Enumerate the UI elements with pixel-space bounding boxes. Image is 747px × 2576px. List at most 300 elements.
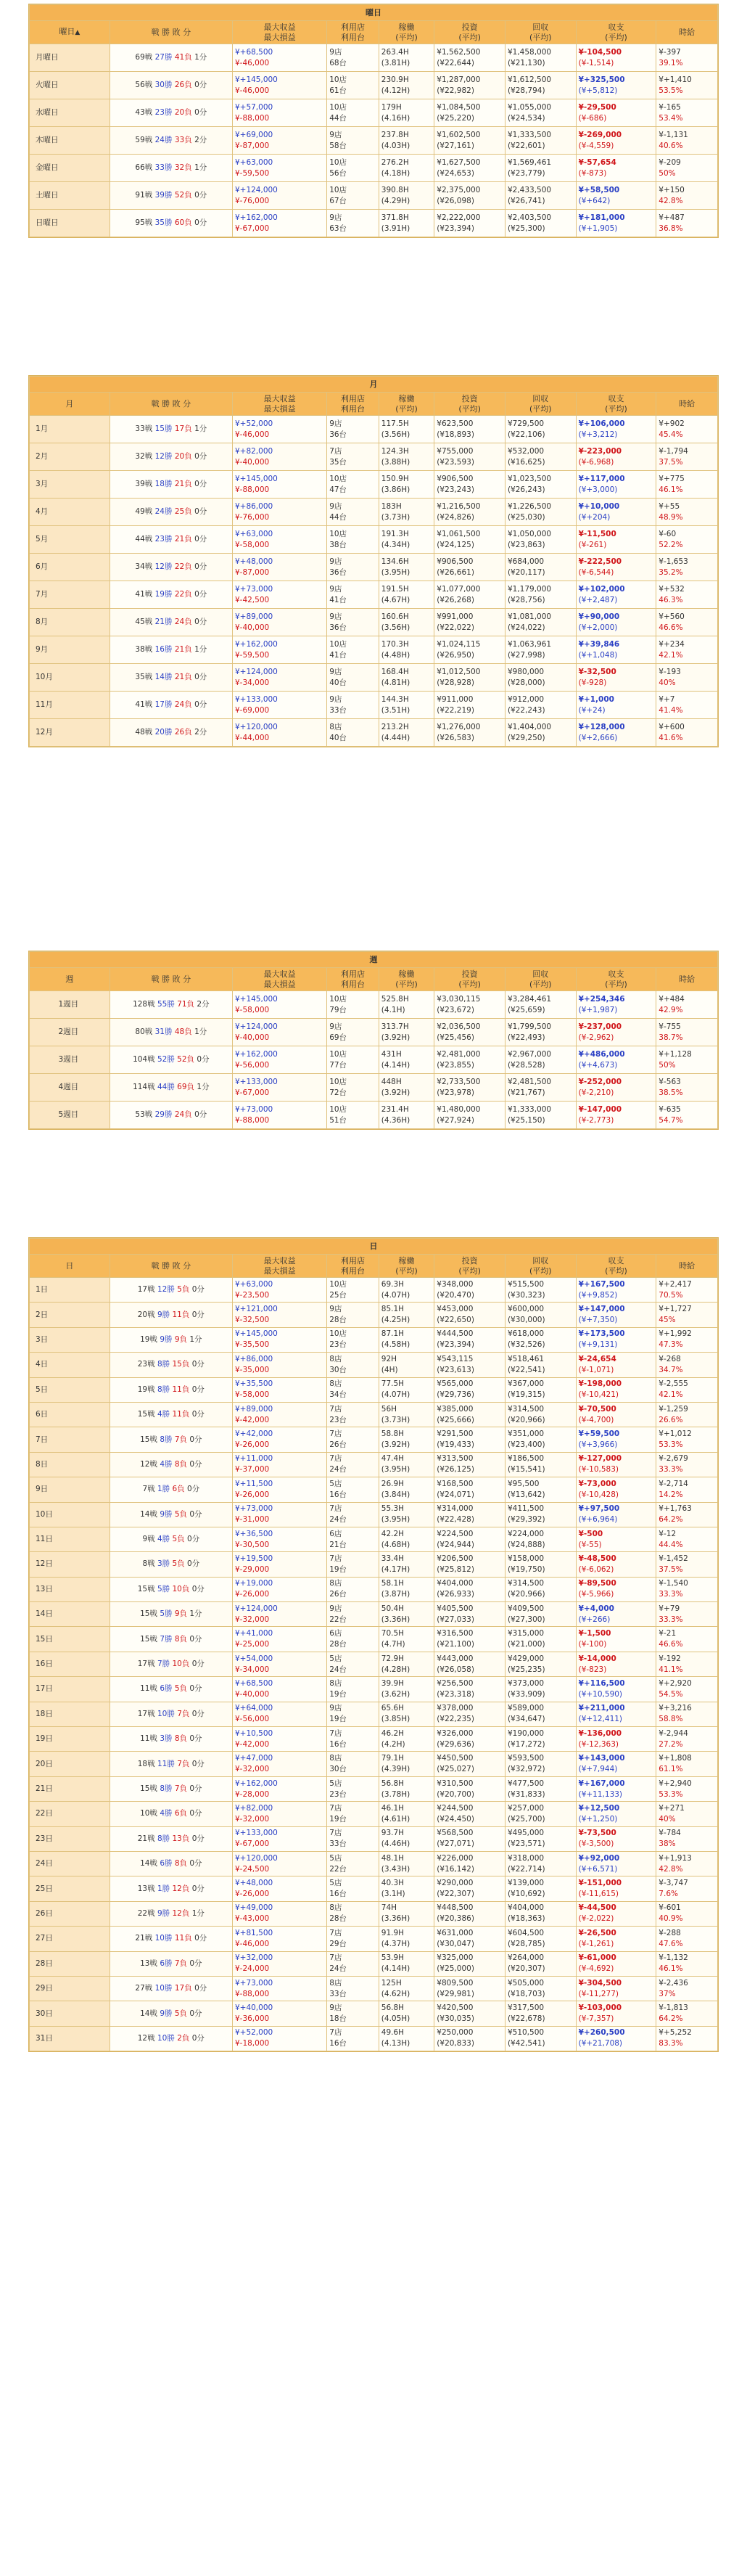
invest-cell xyxy=(434,581,505,609)
stores-cell xyxy=(327,443,379,471)
invest-avg-value: (¥26,933) xyxy=(437,1590,474,1599)
column-header-stores-text: 利用店 xyxy=(340,969,365,979)
invest-value: ¥1,077,000 xyxy=(437,584,481,594)
hourly-cell xyxy=(656,1876,718,1901)
win-rate-value: 40.6% xyxy=(659,141,683,150)
column-header-balance-text: 収支 xyxy=(608,393,624,403)
balance-avg-value: (¥+2,000) xyxy=(578,623,618,632)
column-header-recover[interactable] xyxy=(505,968,576,991)
row-label[interactable]: 9月 xyxy=(30,636,110,664)
invest-value: ¥809,500 xyxy=(437,1978,474,1988)
stores-value: 9店 xyxy=(329,1604,342,1613)
play-value: 150.9H xyxy=(381,474,409,483)
recover-cell xyxy=(505,499,576,526)
losses-count: 22負 xyxy=(174,590,192,599)
table-row xyxy=(30,1477,718,1502)
row-label[interactable]: 火曜日 xyxy=(30,72,110,99)
play-value: 134.6H xyxy=(381,557,409,566)
draws-count: 0分 xyxy=(189,1509,202,1519)
column-header-invest[interactable] xyxy=(434,21,505,44)
stores-value: 8店 xyxy=(329,1754,342,1763)
row-label[interactable]: 30日 xyxy=(30,2001,110,2026)
row-label[interactable]: 月曜日 xyxy=(30,44,110,72)
stores-cell xyxy=(327,1627,379,1652)
stores-value: 9店 xyxy=(329,557,342,566)
play-avg-value: (4.46H) xyxy=(381,1839,410,1849)
invest-avg-value: (¥20,700) xyxy=(437,1789,474,1799)
recover-cell xyxy=(505,1278,576,1303)
row-label[interactable]: 26日 xyxy=(30,1901,110,1926)
recover-avg-value: (¥33,909) xyxy=(507,1689,545,1699)
games-count: 34戦 xyxy=(135,562,153,571)
stores-cell xyxy=(327,1826,379,1851)
invest-value: ¥453,000 xyxy=(437,1305,474,1314)
column-header-max[interactable] xyxy=(232,393,326,416)
win-rate-value: 53.3% xyxy=(659,1440,683,1450)
column-header-invest[interactable] xyxy=(434,393,505,416)
column-header-record[interactable]: 戦 勝 敗 分 xyxy=(110,1255,232,1278)
hourly-value: ¥+775 xyxy=(659,474,685,483)
games-count: 14戦 xyxy=(140,1859,157,1869)
row-label[interactable]: 6日 xyxy=(30,1402,110,1427)
column-header-play[interactable] xyxy=(379,21,434,44)
play-avg-value: (4.25H) xyxy=(381,1316,410,1325)
column-header-max[interactable] xyxy=(232,21,326,44)
machines-value: 51台 xyxy=(329,1115,347,1125)
draws-count: 0分 xyxy=(197,1055,210,1064)
row-label[interactable]: 木曜日 xyxy=(30,127,110,155)
row-label[interactable]: 1週目 xyxy=(30,991,110,1019)
hourly-value: ¥-21 xyxy=(659,1629,677,1638)
machines-value: 33台 xyxy=(329,1989,347,1998)
invest-cell xyxy=(434,1402,505,1427)
recover-value: ¥1,404,000 xyxy=(507,722,552,731)
column-header-invest[interactable] xyxy=(434,968,505,991)
machines-value: 23台 xyxy=(329,1789,347,1799)
balance-avg-value: (¥-2,210) xyxy=(578,1088,614,1097)
column-header-balance[interactable] xyxy=(576,1255,656,1278)
column-header-recover[interactable] xyxy=(505,21,576,44)
row-label[interactable]: 19日 xyxy=(30,1727,110,1752)
balance-value: ¥+116,500 xyxy=(578,1678,625,1688)
recover-avg-value: (¥22,601) xyxy=(507,141,545,150)
balance-cell xyxy=(576,182,656,210)
hourly-value: ¥-12 xyxy=(659,1529,677,1538)
max-cell xyxy=(232,1502,326,1527)
draws-count: 1分 xyxy=(191,1908,205,1918)
losses-count: 13負 xyxy=(172,1834,190,1843)
row-label[interactable]: 日曜日 xyxy=(30,210,110,237)
balance-value: ¥-73,500 xyxy=(578,1829,616,1838)
invest-value: ¥991,000 xyxy=(437,612,474,621)
balance-cell xyxy=(576,155,656,182)
column-header-play[interactable] xyxy=(379,1255,434,1278)
stores-cell xyxy=(327,2026,379,2051)
row-label[interactable]: 6月 xyxy=(30,554,110,581)
draws-count: 0分 xyxy=(191,1759,205,1768)
column-header-invest-avg: (平均) xyxy=(458,979,481,989)
row-label[interactable]: 4月 xyxy=(30,499,110,526)
row-label[interactable]: 土曜日 xyxy=(30,182,110,210)
stores-cell xyxy=(327,1702,379,1726)
row-label[interactable]: 24日 xyxy=(30,1851,110,1876)
invest-avg-value: (¥23,394) xyxy=(437,223,474,233)
row-label[interactable]: 2日 xyxy=(30,1303,110,1327)
hourly-cell xyxy=(656,1552,718,1577)
win-rate-value: 45% xyxy=(659,1316,676,1325)
column-header-play[interactable] xyxy=(379,393,434,416)
record-cell xyxy=(110,72,232,99)
invest-avg-value: (¥24,450) xyxy=(437,1814,474,1824)
row-label[interactable]: 10月 xyxy=(30,664,110,692)
recover-cell xyxy=(505,155,576,182)
row-label[interactable]: 3月 xyxy=(30,471,110,499)
max-cell xyxy=(232,664,326,692)
balance-avg-value: (¥+1,905) xyxy=(578,223,618,233)
row-label[interactable]: 10日 xyxy=(30,1502,110,1527)
win-rate-value: 44.4% xyxy=(659,1540,683,1549)
row-label[interactable]: 25日 xyxy=(30,1876,110,1901)
table-row xyxy=(30,2001,718,2026)
max-loss-value: ¥-56,000 xyxy=(234,1715,270,1724)
table-row xyxy=(30,1826,718,1851)
column-header-stores[interactable] xyxy=(327,1255,379,1278)
row-label[interactable]: 7日 xyxy=(30,1427,110,1452)
games-count: 53戦 xyxy=(135,1110,153,1119)
column-header-hourly[interactable]: 時給 xyxy=(656,21,718,44)
balance-avg-value: (¥-55) xyxy=(578,1540,602,1549)
row-label[interactable]: 28日 xyxy=(30,1951,110,1976)
hourly-value: ¥-209 xyxy=(659,157,681,167)
stores-value: 7店 xyxy=(329,1953,342,1963)
record-cell xyxy=(110,2026,232,2051)
column-header-balance[interactable] xyxy=(576,21,656,44)
column-header-hourly[interactable]: 時給 xyxy=(656,393,718,416)
draws-count: 0分 xyxy=(194,507,207,516)
column-header-max-loss: 最大損益 xyxy=(263,32,296,42)
max-loss-value: ¥-46,000 xyxy=(234,1939,270,1948)
recover-value: ¥158,000 xyxy=(507,1554,545,1563)
max-cell xyxy=(232,1427,326,1452)
row-label[interactable]: 7月 xyxy=(30,581,110,609)
row-label[interactable]: 4日 xyxy=(30,1353,110,1377)
row-label[interactable]: 29日 xyxy=(30,1976,110,2001)
max-cell xyxy=(232,1702,326,1726)
row-label[interactable]: 5日 xyxy=(30,1377,110,1402)
stores-value: 10店 xyxy=(329,1049,347,1059)
max-profit-value: ¥+82,000 xyxy=(234,1803,273,1813)
games-count: 114戦 xyxy=(133,1083,155,1091)
win-rate-value: 41.6% xyxy=(659,733,683,742)
row-label[interactable]: 15日 xyxy=(30,1627,110,1652)
record-cell xyxy=(110,609,232,636)
record-cell xyxy=(110,471,232,499)
table-row xyxy=(30,692,718,719)
balance-avg-value: (¥-1,514) xyxy=(578,58,614,67)
max-cell xyxy=(232,1901,326,1926)
games-count: 9戦 xyxy=(142,1535,155,1544)
row-label[interactable]: 27日 xyxy=(30,1927,110,1951)
row-label[interactable]: 4週目 xyxy=(30,1074,110,1102)
win-rate-value: 38% xyxy=(659,1839,676,1849)
recover-avg-value: (¥25,235) xyxy=(507,1665,545,1674)
balance-avg-value: (¥-6,062) xyxy=(578,1564,614,1574)
hourly-value: ¥+1,012 xyxy=(659,1429,692,1439)
max-loss-value: ¥-67,000 xyxy=(234,223,270,233)
stores-value: 10店 xyxy=(329,474,347,483)
max-cell xyxy=(232,1627,326,1652)
column-header-recover[interactable] xyxy=(505,1255,576,1278)
draws-count: 0分 xyxy=(191,1310,205,1319)
column-header-record[interactable]: 戦 勝 敗 分 xyxy=(110,968,232,991)
draws-count: 0分 xyxy=(194,191,207,200)
play-cell xyxy=(379,1652,434,1676)
record-cell xyxy=(110,1046,232,1074)
row-label[interactable]: 水曜日 xyxy=(30,99,110,127)
hourly-cell xyxy=(656,1802,718,1826)
recover-cell xyxy=(505,1851,576,1876)
hourly-cell xyxy=(656,44,718,72)
column-header-max-loss: 最大損益 xyxy=(263,403,296,414)
max-loss-value: ¥-35,000 xyxy=(234,1365,270,1374)
stores-value: 7店 xyxy=(329,1928,342,1937)
max-cell xyxy=(232,1046,326,1074)
balance-cell xyxy=(576,1527,656,1551)
column-header-record[interactable]: 戦 勝 敗 分 xyxy=(110,21,232,44)
balance-value: ¥+486,000 xyxy=(578,1049,625,1059)
balance-value: ¥-304,500 xyxy=(578,1978,622,1988)
column-header-label[interactable] xyxy=(30,393,110,416)
table-row xyxy=(30,1552,718,1577)
recover-avg-value: (¥10,692) xyxy=(507,1890,545,1899)
row-label[interactable]: 31日 xyxy=(30,2026,110,2051)
invest-avg-value: (¥23,318) xyxy=(437,1689,474,1699)
row-label[interactable]: 12日 xyxy=(30,1552,110,1577)
record-cell xyxy=(110,1303,232,1327)
machines-value: 23台 xyxy=(329,1340,347,1350)
play-value: 87.1H xyxy=(381,1329,405,1339)
play-cell xyxy=(379,1927,434,1951)
record-cell xyxy=(110,526,232,554)
draws-count: 0分 xyxy=(189,1734,202,1744)
recover-avg-value: (¥17,272) xyxy=(507,1739,545,1749)
column-header-stores[interactable] xyxy=(327,968,379,991)
wins-count: 15勝 xyxy=(154,424,173,433)
recover-value: ¥1,799,500 xyxy=(507,1022,552,1031)
machines-value: 36台 xyxy=(329,623,347,632)
stores-value: 8店 xyxy=(329,1354,342,1363)
wins-count: 24勝 xyxy=(154,507,173,516)
row-label[interactable]: 17日 xyxy=(30,1677,110,1702)
column-header-max[interactable] xyxy=(232,968,326,991)
max-profit-value: ¥+73,000 xyxy=(234,1504,273,1514)
column-header-label-text: 曜日 xyxy=(59,27,75,36)
row-label[interactable]: 8月 xyxy=(30,609,110,636)
invest-avg-value: (¥27,071) xyxy=(437,1839,474,1849)
row-label[interactable]: 23日 xyxy=(30,1826,110,1851)
row-label[interactable]: 18日 xyxy=(30,1702,110,1726)
column-header-recover[interactable] xyxy=(505,393,576,416)
machines-value: 28台 xyxy=(329,1914,347,1924)
play-avg-value: (3.36H) xyxy=(381,1914,410,1924)
invest-cell xyxy=(434,1278,505,1303)
column-header-balance-avg: (平均) xyxy=(605,32,627,42)
win-rate-value: 54.5% xyxy=(659,1689,683,1699)
hourly-cell xyxy=(656,1477,718,1502)
wins-count: 6勝 xyxy=(160,1859,173,1869)
row-label[interactable]: 11月 xyxy=(30,692,110,719)
row-label[interactable]: 22日 xyxy=(30,1802,110,1826)
recover-avg-value: (¥25,700) xyxy=(507,1814,545,1824)
max-loss-value: ¥-30,500 xyxy=(234,1540,270,1549)
column-header-balance[interactable] xyxy=(576,968,656,991)
play-value: 56H xyxy=(381,1404,397,1414)
balance-avg-value: (¥+4,673) xyxy=(578,1060,618,1070)
row-label[interactable]: 9日 xyxy=(30,1477,110,1502)
column-header-stores[interactable] xyxy=(327,21,379,44)
max-cell xyxy=(232,499,326,526)
row-label[interactable]: 2週目 xyxy=(30,1019,110,1046)
invest-avg-value: (¥29,736) xyxy=(437,1390,474,1400)
invest-avg-value: (¥24,944) xyxy=(437,1540,474,1549)
max-profit-value: ¥+133,000 xyxy=(234,694,278,704)
invest-avg-value: (¥23,978) xyxy=(437,1088,474,1097)
column-header-balance[interactable] xyxy=(576,393,656,416)
max-loss-value: ¥-32,000 xyxy=(234,1765,270,1774)
hourly-cell xyxy=(656,1901,718,1926)
record-cell xyxy=(110,664,232,692)
recover-avg-value: (¥21,130) xyxy=(507,58,545,67)
losses-count: 32負 xyxy=(174,163,192,172)
play-value: 65.6H xyxy=(381,1704,405,1713)
hourly-value: ¥-192 xyxy=(659,1654,681,1663)
win-rate-value: 37% xyxy=(659,1989,676,1998)
row-label[interactable]: 21日 xyxy=(30,1776,110,1801)
balance-cell xyxy=(576,1826,656,1851)
row-label[interactable]: 2月 xyxy=(30,443,110,471)
column-header-label[interactable] xyxy=(30,968,110,991)
row-label[interactable]: 3日 xyxy=(30,1327,110,1352)
row-label[interactable]: 1月 xyxy=(30,416,110,443)
invest-cell xyxy=(434,609,505,636)
win-rate-value: 52.2% xyxy=(659,540,683,549)
recover-cell xyxy=(505,1826,576,1851)
recover-value: ¥518,461 xyxy=(507,1354,545,1363)
recover-value: ¥1,333,000 xyxy=(507,1104,552,1114)
column-header-stores[interactable] xyxy=(327,393,379,416)
wins-count: 24勝 xyxy=(154,136,173,144)
column-header-hourly[interactable]: 時給 xyxy=(656,968,718,991)
row-label[interactable]: 3週目 xyxy=(30,1046,110,1074)
draws-count: 0分 xyxy=(191,1660,205,1669)
column-header-hourly[interactable]: 時給 xyxy=(656,1255,718,1278)
row-label[interactable]: 1日 xyxy=(30,1278,110,1303)
row-label[interactable]: 11日 xyxy=(30,1527,110,1551)
row-label[interactable]: 12月 xyxy=(30,719,110,747)
column-header-record[interactable]: 戦 勝 敗 分 xyxy=(110,393,232,416)
row-label[interactable]: 14日 xyxy=(30,1602,110,1627)
hourly-value: ¥-563 xyxy=(659,1077,681,1086)
machines-value: 77台 xyxy=(329,1060,347,1070)
balance-cell xyxy=(576,1327,656,1352)
balance-value: ¥+39,846 xyxy=(578,639,620,649)
hourly-cell xyxy=(656,210,718,237)
row-label[interactable]: 16日 xyxy=(30,1652,110,1676)
column-header-play[interactable] xyxy=(379,968,434,991)
balance-avg-value: (¥-5,966) xyxy=(578,1590,614,1599)
play-avg-value: (4.1H) xyxy=(381,1005,405,1014)
table-row xyxy=(30,1577,718,1601)
max-loss-value: ¥-43,000 xyxy=(234,1914,270,1924)
table-title-row xyxy=(30,1239,718,1255)
max-cell xyxy=(232,1327,326,1352)
max-profit-value: ¥+35,500 xyxy=(234,1379,273,1389)
hourly-value: ¥-2,679 xyxy=(659,1454,688,1464)
record-cell xyxy=(110,1502,232,1527)
row-label[interactable]: 5週目 xyxy=(30,1102,110,1129)
play-cell xyxy=(379,155,434,182)
invest-avg-value: (¥27,924) xyxy=(437,1115,474,1125)
invest-cell xyxy=(434,1951,505,1976)
play-avg-value: (4.03H) xyxy=(381,141,410,150)
hourly-cell xyxy=(656,636,718,664)
play-value: 191.3H xyxy=(381,529,409,538)
recover-avg-value: (¥32,526) xyxy=(507,1340,545,1350)
column-header-invest[interactable] xyxy=(434,1255,505,1278)
balance-avg-value: (¥+7,944) xyxy=(578,1765,618,1774)
column-header-max[interactable] xyxy=(232,1255,326,1278)
machines-value: 28台 xyxy=(329,1316,347,1325)
recover-avg-value: (¥18,363) xyxy=(507,1914,545,1924)
losses-count: 7負 xyxy=(174,1784,188,1793)
row-label[interactable]: 13日 xyxy=(30,1577,110,1601)
play-avg-value: (3.95H) xyxy=(381,567,410,577)
recover-avg-value: (¥24,888) xyxy=(507,1540,545,1549)
invest-cell xyxy=(434,99,505,127)
invest-value: ¥1,627,500 xyxy=(437,157,481,167)
max-cell xyxy=(232,2026,326,2051)
stores-cell xyxy=(327,1046,379,1074)
hourly-cell xyxy=(656,1527,718,1551)
table-row xyxy=(30,499,718,526)
stores-value: 9店 xyxy=(329,612,342,621)
invest-value: ¥405,500 xyxy=(437,1604,474,1613)
column-header-label[interactable] xyxy=(30,1255,110,1278)
table-row xyxy=(30,1278,718,1303)
play-cell xyxy=(379,1402,434,1427)
column-header-label[interactable] xyxy=(30,21,110,44)
row-label[interactable]: 20日 xyxy=(30,1752,110,1776)
max-cell xyxy=(232,1477,326,1502)
wins-count: 10勝 xyxy=(154,1934,173,1943)
draws-count: 0分 xyxy=(191,1709,205,1718)
balance-value: ¥-104,500 xyxy=(578,47,622,57)
max-profit-value: ¥+52,000 xyxy=(234,2028,273,2038)
row-label[interactable]: 5月 xyxy=(30,526,110,554)
play-value: 69.3H xyxy=(381,1279,405,1289)
games-count: 14戦 xyxy=(140,1509,157,1519)
play-value: 56.8H xyxy=(381,2003,405,2013)
row-label[interactable]: 8日 xyxy=(30,1452,110,1477)
invest-value: ¥224,500 xyxy=(437,1529,474,1538)
draws-count: 0分 xyxy=(187,1535,200,1544)
record-cell xyxy=(110,1727,232,1752)
row-label[interactable]: 金曜日 xyxy=(30,155,110,182)
draws-count: 2分 xyxy=(197,1000,210,1009)
invest-avg-value: (¥20,470) xyxy=(437,1290,474,1300)
max-loss-value: ¥-34,000 xyxy=(234,1665,270,1674)
play-avg-value: (4.2H) xyxy=(381,1739,405,1749)
